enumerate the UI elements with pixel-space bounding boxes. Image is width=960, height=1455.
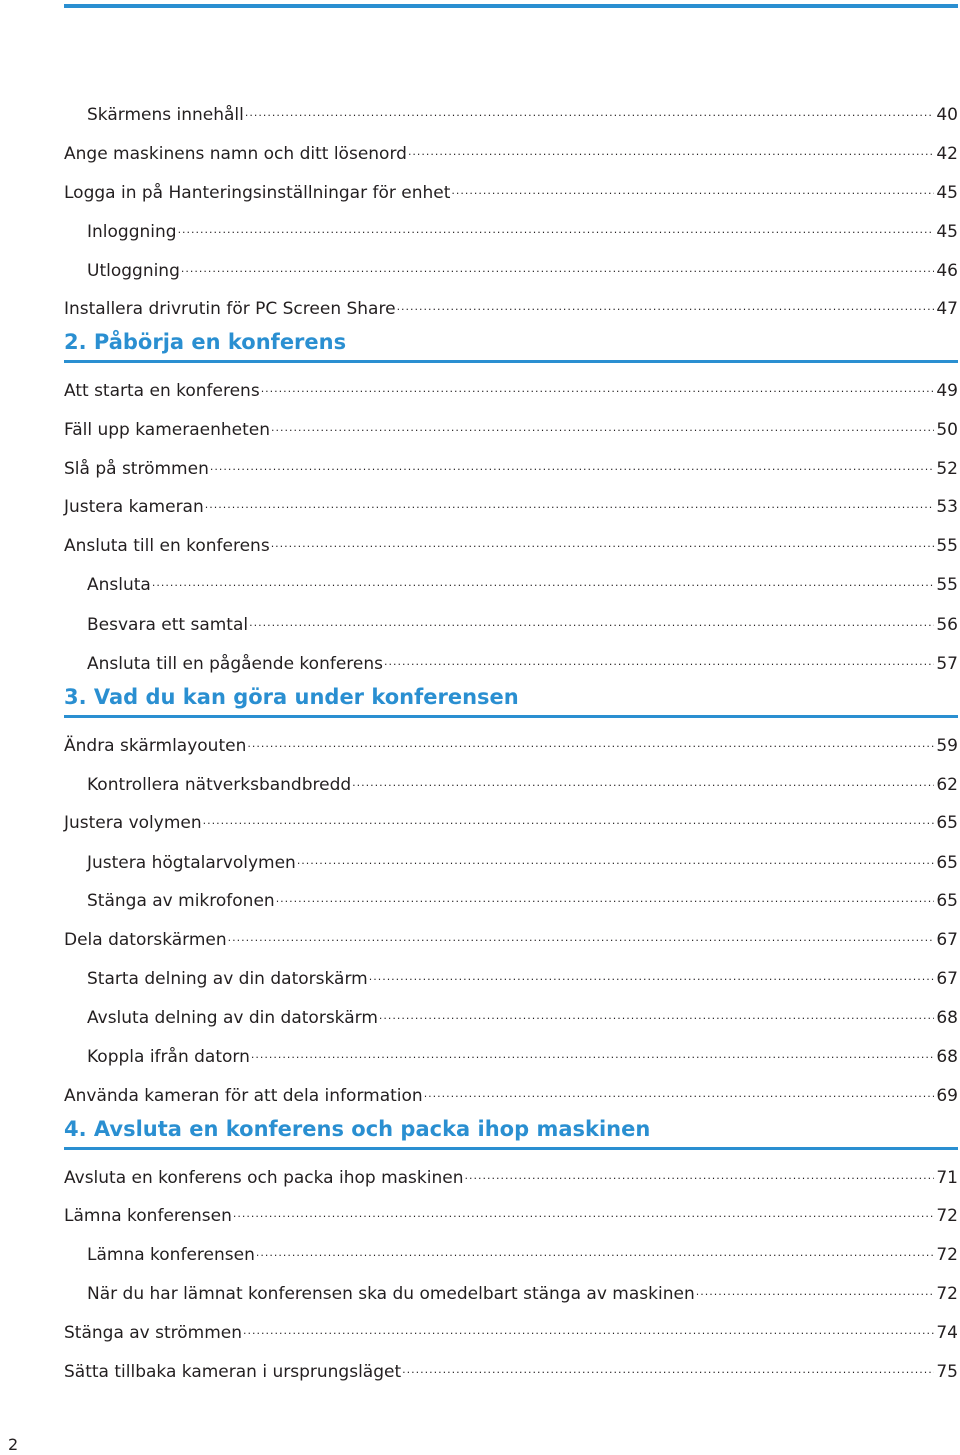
toc-entry[interactable] — [64, 1199, 958, 1227]
toc-entry[interactable] — [87, 1040, 958, 1068]
toc-entry[interactable] — [87, 568, 958, 596]
toc-entry[interactable] — [64, 729, 958, 757]
toc-entry-title: Installera drivrutin för PC Screen Share — [64, 299, 396, 319]
dot-leader — [465, 1161, 935, 1183]
toc-entry-page: 45 — [936, 183, 958, 203]
dot-leader — [233, 1199, 935, 1221]
toc-entry-page: 69 — [936, 1086, 958, 1106]
toc-entry-page: 52 — [936, 459, 958, 479]
toc-entry-page: 53 — [936, 497, 958, 517]
toc-entry[interactable] — [64, 806, 958, 834]
toc-entry-title: Ändra skärmlayouten — [64, 736, 247, 756]
dot-leader — [352, 768, 934, 790]
toc-entry[interactable] — [64, 374, 958, 402]
dot-leader — [276, 884, 935, 906]
toc-entry-title: Justera högtalarvolymen — [87, 853, 296, 873]
toc-entry[interactable] — [64, 490, 958, 518]
dot-leader — [178, 215, 935, 237]
toc-entry-title: Avsluta en konferens och packa ihop maskinen — [64, 1168, 464, 1188]
toc-entry-title: Skärmens innehåll — [87, 105, 244, 125]
dot-leader — [243, 1316, 934, 1338]
toc-entry-title: Fäll upp kameraenheten — [64, 420, 271, 440]
toc-entry-title: Justera kameran — [64, 497, 204, 517]
chapter-heading[interactable]: 3. Vad du kan göra under konferensen — [64, 683, 958, 718]
toc-entry-title: När du har lämnat konferensen ska du omedelbart stänga av maskinen — [87, 1284, 695, 1304]
toc-entry-title: Slå på strömmen — [64, 459, 209, 479]
toc-entry-page: 72 — [936, 1206, 958, 1226]
dot-leader — [397, 292, 935, 314]
toc-entry-page: 72 — [936, 1245, 958, 1265]
dot-leader — [424, 1079, 935, 1101]
toc-entry-page: 71 — [936, 1168, 958, 1188]
toc-entry-page: 56 — [936, 615, 958, 635]
toc-entry-page: 49 — [936, 381, 958, 401]
dot-leader — [408, 137, 934, 159]
dot-leader — [205, 490, 935, 512]
toc-entry[interactable] — [64, 137, 958, 165]
toc-entry-title: Sätta tillbaka kameran i ursprungsläget — [64, 1362, 402, 1382]
toc-entry-page: 55 — [936, 575, 958, 595]
toc-entry-title: Ansluta — [87, 575, 151, 595]
toc-entry[interactable] — [87, 1277, 958, 1305]
dot-leader — [696, 1277, 935, 1299]
toc-entry[interactable] — [87, 254, 958, 282]
toc-entry-title: Avsluta delning av din datorskärm — [87, 1008, 378, 1028]
toc-entry-title: Koppla ifrån datorn — [87, 1047, 250, 1067]
toc-entry-page: 68 — [936, 1047, 958, 1067]
dot-leader — [451, 176, 934, 198]
toc-entry-page: 46 — [936, 261, 958, 281]
toc-entry-title: Att starta en konferens — [64, 381, 260, 401]
toc-entry[interactable] — [64, 923, 958, 951]
toc-entry-title: Använda kameran för att dela information — [64, 1086, 423, 1106]
toc-entry-page: 68 — [936, 1008, 958, 1028]
toc-entry[interactable] — [87, 1238, 958, 1266]
toc-entry[interactable] — [64, 1355, 958, 1383]
toc-entry-title: Dela datorskärmen — [64, 930, 227, 950]
toc-entry-page: 57 — [936, 654, 958, 674]
toc-entry-page: 74 — [936, 1323, 958, 1343]
toc-entry-page: 67 — [936, 930, 958, 950]
toc-entry-page: 62 — [936, 775, 958, 795]
toc-entry-page: 59 — [936, 736, 958, 756]
toc-entry-page: 40 — [936, 105, 958, 125]
toc-entry-page: 45 — [936, 222, 958, 242]
dot-leader — [251, 1040, 934, 1062]
toc-entry-title: Starta delning av din datorskärm — [87, 969, 368, 989]
dot-leader — [261, 374, 935, 396]
toc-entry[interactable] — [87, 1001, 958, 1029]
chapter-heading[interactable]: 4. Avsluta en konferens och packa ihop maskinen — [64, 1115, 958, 1150]
dot-leader — [210, 452, 935, 474]
toc-entry-title: Justera volymen — [64, 813, 202, 833]
toc-entry[interactable] — [64, 292, 958, 320]
dot-leader — [379, 1001, 934, 1023]
toc-entry[interactable] — [87, 608, 958, 636]
dot-leader — [152, 568, 935, 590]
toc-entry-page: 67 — [936, 969, 958, 989]
toc-entry[interactable] — [64, 529, 958, 557]
toc-entry-page: 55 — [936, 536, 958, 556]
toc-entry-title: Inloggning — [87, 222, 177, 242]
toc-entry[interactable] — [87, 884, 958, 912]
dot-leader — [256, 1238, 935, 1260]
toc-entry-page: 42 — [936, 144, 958, 164]
toc-entry-page: 65 — [936, 813, 958, 833]
dot-leader — [245, 98, 934, 120]
toc-entry-title: Stänga av strömmen — [64, 1323, 243, 1343]
toc-entry[interactable] — [64, 176, 958, 204]
dot-leader — [181, 254, 934, 276]
toc-entry[interactable] — [87, 98, 958, 126]
toc-entry-page: 65 — [936, 853, 958, 873]
dot-leader — [402, 1355, 934, 1377]
toc-entry[interactable] — [64, 413, 958, 441]
toc-entry-page: 47 — [936, 299, 958, 319]
toc-entry[interactable] — [64, 1161, 958, 1189]
toc-entry-title: Lämna konferensen — [87, 1245, 255, 1265]
dot-leader — [384, 647, 934, 669]
toc-entry[interactable] — [87, 647, 958, 675]
toc-entry-title: Ansluta till en pågående konferens — [87, 654, 383, 674]
toc-entry-title: Kontrollera nätverksbandbredd — [87, 775, 352, 795]
toc-entry[interactable] — [64, 1316, 958, 1344]
dot-leader — [249, 608, 934, 630]
dot-leader — [271, 413, 934, 435]
toc-entry-title: Logga in på Hanteringsinställningar för enhet — [64, 183, 451, 203]
toc-entry[interactable] — [87, 846, 958, 874]
chapter-heading[interactable]: 2. Påbörja en konferens — [64, 328, 958, 363]
toc-entry-title: Besvara ett samtal — [87, 615, 249, 635]
toc-entry-page: 75 — [936, 1362, 958, 1382]
toc-entry-page: 50 — [936, 420, 958, 440]
toc-entry[interactable] — [87, 215, 958, 243]
dot-leader — [271, 529, 935, 551]
toc-entry-title: Ansluta till en konferens — [64, 536, 270, 556]
page-number: 2 — [8, 1435, 19, 1454]
toc-entry[interactable] — [64, 452, 958, 480]
toc-entry-page: 65 — [936, 891, 958, 911]
toc-entry[interactable] — [87, 768, 958, 796]
toc-entry[interactable] — [87, 962, 958, 990]
toc-entry[interactable] — [64, 1079, 958, 1107]
dot-leader — [297, 846, 935, 868]
toc-entry-title: Stänga av mikrofonen — [87, 891, 275, 911]
toc-entry-title: Utloggning — [87, 261, 180, 281]
dot-leader — [228, 923, 935, 945]
dot-leader — [369, 962, 935, 984]
toc-entry-title: Lämna konferensen — [64, 1206, 232, 1226]
toc-entry-title: Ange maskinens namn och ditt lösenord — [64, 144, 407, 164]
dot-leader — [203, 806, 935, 828]
dot-leader — [247, 729, 934, 751]
toc-entry-page: 72 — [936, 1284, 958, 1304]
